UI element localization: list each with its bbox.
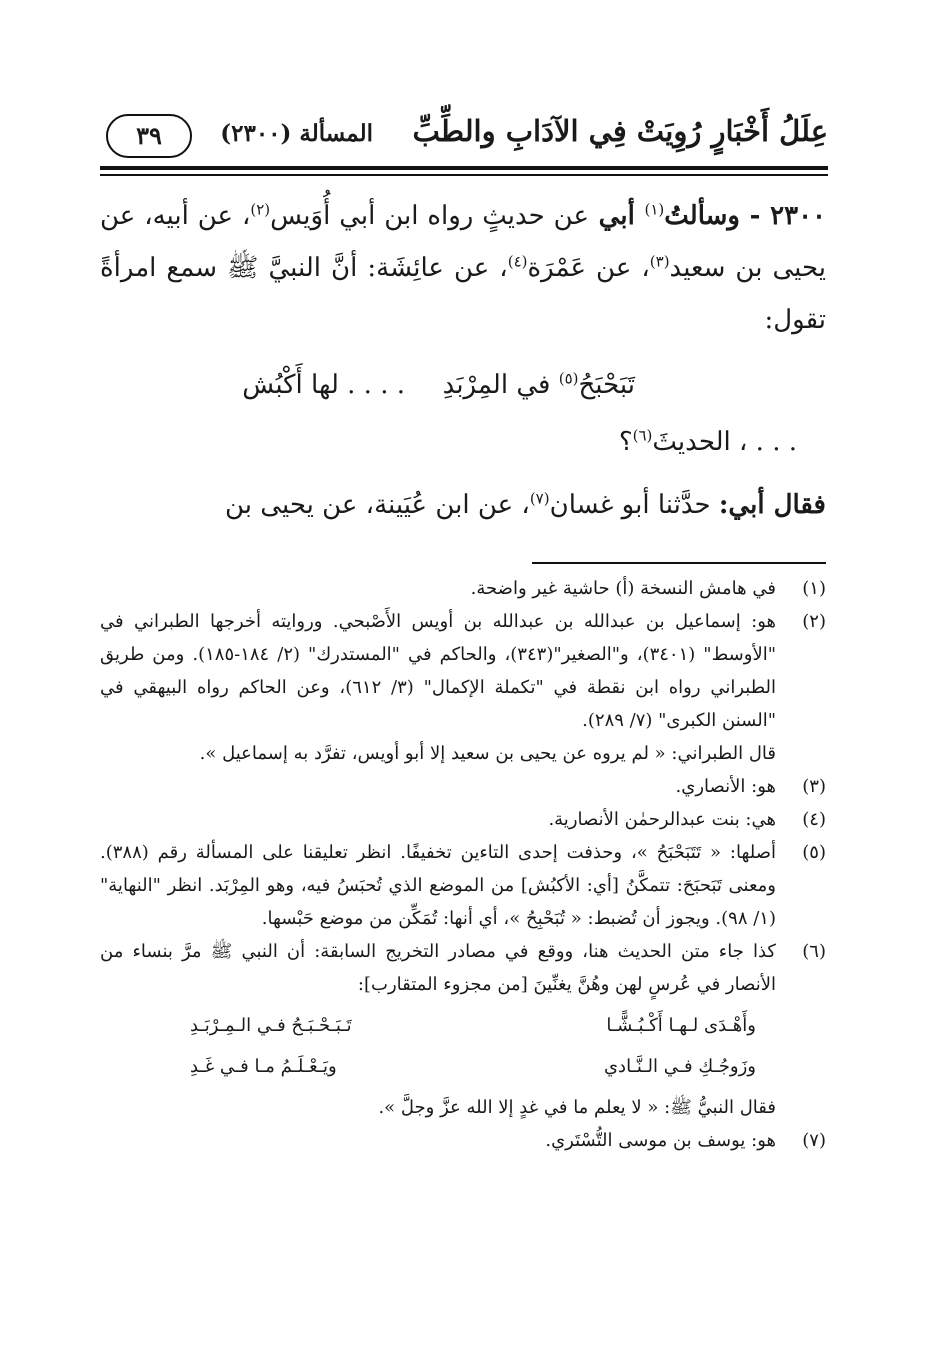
footnote-7: (٧) هو: يوسف بن موسى التُّسْتَري. [545, 1130, 826, 1151]
footnote-2: (٢) هو: إسماعيل بن عبدالله بن عبدالله بن أويس الأَصْبحي. وروايته أخرجها الطبراني في "الأوسط" (٣٤٠١)، و"الصغير"(٣٤٣)، والحاكم في "المستدرك" (٢/ ١٨٤-١٨٥). ومن طريق الطبراني رواه ابن نقطة في "تكملة الإكمال" (٣/ ٦١٢)، وعن الحاكم رواه البيهقي في "السنن الكبرى" (٧/ ٢٨٩). [100, 611, 826, 731]
footnote-separator [532, 562, 826, 564]
verse-hadith: . . . ، الحديثَ$^{(٦)}$؟ [618, 426, 797, 457]
footnote-4: (٤) هي: بنت عبدالرحمٰن الأنصارية. [548, 809, 826, 830]
qaal-abi-line: فقال أبي: حدَّثنا أبو غسان$^{(٧)}$، عن ابن عُيَينة، عن يحيى بن [225, 489, 826, 520]
poem-line-2: وزَوجُـكِ فـي الـنَّـادي ويَـعْـلَـمُ مـا فـي غَـدِ [190, 1056, 756, 1077]
paragraph-2300: ٢٣٠٠ - وسألتُ$^{(١)}$ أبي عن حديثٍ رواه ابن أبي أُوَيس$^{(٢)}$، عن أبيه، عن يحيى بن سعيد$^{(٣)}$، عن عَمْرَة$^{(٤)}$، عن عائِشَة: أنَّ النبيَّ ﷺ سمع امرأةً تقول: [100, 200, 827, 335]
verse-hemistich-right: . . . . لها أَكْبُش [242, 370, 405, 400]
footnote-1: (١) في هامش النسخة (أ) حاشية غير واضحة. [470, 578, 826, 599]
footnotes [100, 572, 826, 1157]
footnote-6: (٦) كذا جاء متن الحديث هنا، ووقع في مصادر التخريج السابقة: أن النبي ﷺ مرَّ بنساء من الأنصار في عُرسٍ لهن وهُنَّ يغنِّينَ [من مجزوء المتقارب]: [100, 941, 826, 995]
header-rule-thick [100, 166, 828, 170]
header-rule-thin [100, 174, 828, 176]
verse-hemistich-left: تَبَحْبَحُ$^{(٥)}$ في المِرْبَدِ [442, 369, 635, 400]
footnote-5: (٥) أصلها: « تَتَبَحْبَحُ »، وحذفت إحدى التاءين تخفيفًا. انظر تعليقنا على المسألة رقم (٣٨٨). ومعنى تَبَحبَحَ: تتمكَّنُ [أي: الأكبُش] من الموضع الذي تُحبَسُ فيه، وهو المِرْبَد. انظر "النهاية" (١/ ٩٨). ويجوز أن تُضبط: « تُبَحْبِحُ »، أي أنها: تُمَكِّن من موضع حَبْسها. [100, 842, 826, 929]
page-header [100, 112, 828, 158]
footnote-3: (٣) هو: الأنصاري. [675, 776, 826, 797]
page-number: ٣٩ [106, 114, 192, 158]
footnote-6-end: فقال النبيُّ ﷺ: « لا يعلم ما في غدٍ إلا الله عزَّ وجلَّ ». [378, 1097, 776, 1118]
running-title: عِلَلُ أَخْبَارٍ رُوِيَتْ فِي الآدَابِ والطِّبِّ [412, 114, 828, 148]
poem-line-1: وأَهْـدَى لـهـا أَكْـبُـشًّـا تَـبَـحْـبَـحُ فـي الـمِـرْبَـدِ [190, 1015, 756, 1036]
masala-number: المسألة (٢٣٠٠) [220, 120, 373, 147]
footnote-2-quote: قال الطبراني: « لم يروه عن يحيى بن سعيد إلا أبو أويس، تفرَّد به إسماعيل ». [199, 743, 776, 764]
main-text [100, 190, 826, 346]
